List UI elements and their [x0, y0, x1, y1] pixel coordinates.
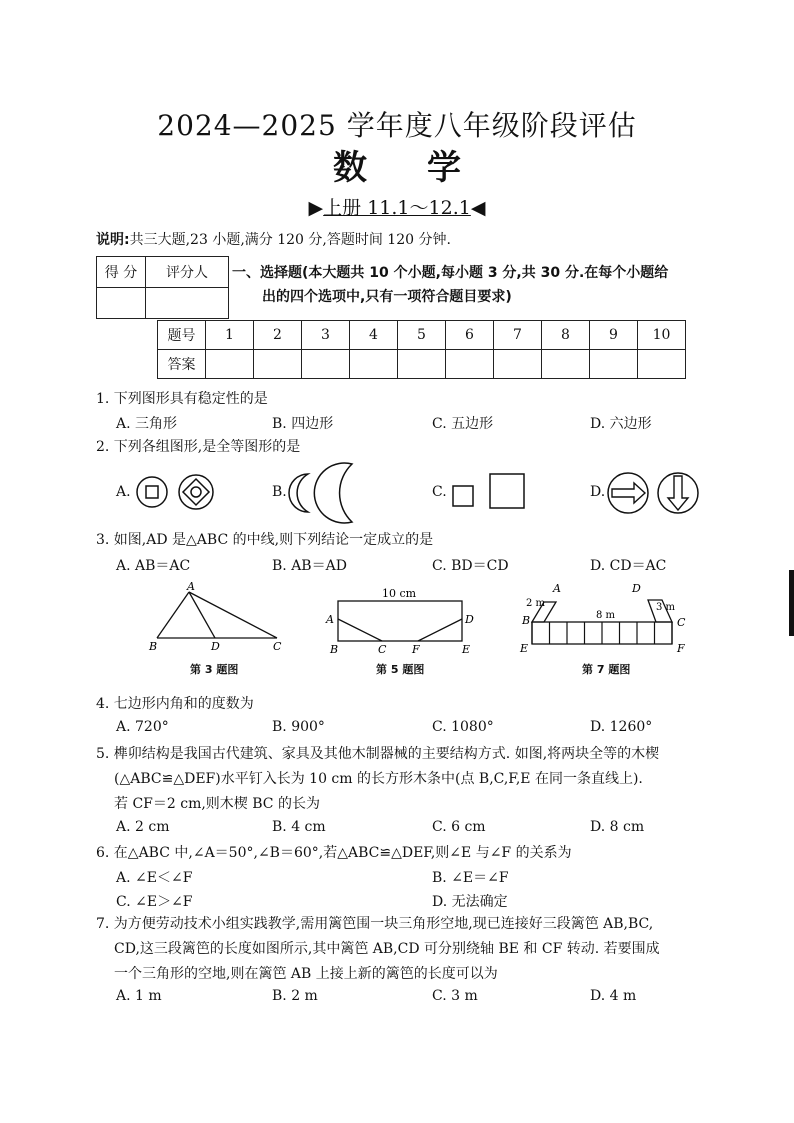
fig7-label-d: D — [632, 582, 641, 595]
square-large — [490, 474, 524, 508]
arrow-left-icon: ◀ — [470, 197, 486, 219]
answer-cell[interactable] — [302, 350, 350, 379]
q3-stem: 3. 如图,AD 是△ABC 的中线,则下列结论一定成立的是 — [96, 532, 434, 548]
coin-shape-2 — [179, 475, 213, 509]
q7-option-d[interactable]: D. 4 m — [590, 988, 637, 1004]
q3-option-a[interactable]: A. AB＝AC — [116, 558, 191, 574]
q5-line2: (△ABC≌△DEF)水平钉入长为 10 cm 的长方形木条中(点 B,C,F,E 在同一条直线上). — [114, 771, 643, 787]
q6-option-b[interactable]: B. ∠E＝∠F — [432, 870, 509, 886]
q7-option-b[interactable]: B. 2 m — [272, 988, 318, 1004]
q6-option-a[interactable]: A. ∠E＜∠F — [116, 870, 193, 886]
exam-note — [96, 229, 451, 249]
question-number-cell: 7 — [494, 321, 542, 350]
q4-stem: 4. 七边形内角和的度数为 — [96, 696, 254, 712]
q3-option-b[interactable]: B. AB＝AD — [272, 558, 347, 574]
question-number-cell: 4 — [350, 321, 398, 350]
question-number-cell: 2 — [254, 321, 302, 350]
figure-3 — [145, 580, 295, 672]
answer-cell[interactable] — [206, 350, 254, 379]
q2-figure-a — [130, 470, 225, 514]
coin-shape-1 — [137, 477, 167, 507]
q1-option-c[interactable]: C. 五边形 — [432, 416, 494, 432]
fig5-length: 10 cm — [382, 587, 417, 600]
fig3-label-a: A — [187, 580, 195, 593]
fig5-label-e: E — [462, 643, 471, 656]
q2-figure-d — [604, 470, 704, 516]
q2-stem: 2. 下列各组图形,是全等图形的是 — [96, 439, 301, 455]
fig5-label-f: F — [412, 643, 420, 656]
q3-option-c[interactable]: C. BD＝CD — [432, 558, 509, 574]
binding-mark — [789, 570, 794, 636]
answer-cell[interactable] — [590, 350, 638, 379]
section-1-line2: 出的四个选项中,只有一项符合题目要求) — [262, 289, 512, 305]
question-number-cell: 9 — [590, 321, 638, 350]
grader-header: 评分人 — [146, 257, 229, 288]
note-text: 共三大题,23 小题,满分 120 分,答题时间 120 分钟. — [129, 232, 451, 248]
answer-cell[interactable] — [398, 350, 446, 379]
fig3-label-b: B — [149, 640, 158, 653]
square-small — [453, 486, 473, 506]
q2-figure-c — [448, 470, 534, 514]
answer-cell[interactable] — [542, 350, 590, 379]
q2-option-a[interactable]: A. — [116, 484, 131, 500]
q7-line1: 7. 为方便劳动技术小组实践教学,需用篱笆围一块三角形空地,现已连接好三段篱笆 AB,BC, — [96, 916, 654, 932]
score-header: 得 分 — [97, 257, 146, 288]
note-label: 说明: — [96, 232, 130, 248]
q1-option-b[interactable]: B. 四边形 — [272, 416, 334, 432]
score-cell[interactable] — [97, 288, 146, 319]
q1-stem: 1. 下列图形具有稳定性的是 — [96, 391, 268, 407]
question-number-cell: 5 — [398, 321, 446, 350]
q7-stem — [96, 912, 786, 987]
fig7-label-a: A — [553, 582, 561, 595]
q4-option-d[interactable]: D. 1260° — [590, 719, 653, 735]
section-1-line1: 一、选择题(本大题共 10 个小题,每小题 3 分,共 30 分.在每个小题给 — [232, 265, 669, 281]
q5-option-d[interactable]: D. 8 cm — [590, 819, 645, 835]
fig7-right-length: 3 m — [656, 602, 676, 613]
q5-option-c[interactable]: C. 6 cm — [432, 819, 486, 835]
grader-cell[interactable] — [146, 288, 229, 319]
q2-option-c[interactable]: C. — [432, 484, 447, 500]
fig3-label-c: C — [273, 640, 282, 653]
q7-line2: CD,这三段篱笆的长度如图所示,其中篱笆 AB,CD 可分别绕轴 BE 和 CF 转动. 若要围成 — [114, 941, 660, 957]
crescent-large — [314, 463, 352, 523]
q7-option-c[interactable]: C. 3 m — [432, 988, 478, 1004]
q2-option-d[interactable]: D. — [590, 484, 606, 500]
question-number-cell: 6 — [446, 321, 494, 350]
fig5-label-b: B — [330, 643, 339, 656]
arrow-circle-right — [608, 473, 648, 513]
q7-line3: 一个三角形的空地,则在篱笆 AB 上接上新的篱笆的长度可以为 — [114, 966, 498, 982]
question-number-cell: 8 — [542, 321, 590, 350]
figure-7-caption: 第 7 题图 — [582, 663, 631, 676]
score-table — [96, 256, 229, 319]
fig5-label-d: D — [465, 613, 474, 626]
fig7-label-c: C — [677, 616, 686, 629]
fence-posts — [550, 622, 655, 644]
figure-5 — [322, 583, 482, 663]
q5-line3: 若 CF＝2 cm,则木楔 BC 的长为 — [114, 796, 320, 812]
crescent-small — [289, 474, 308, 512]
fig7-label-f: F — [677, 642, 685, 655]
subject-title: 数学 — [333, 148, 521, 188]
q5-stem — [96, 742, 786, 817]
figure-3-caption: 第 3 题图 — [190, 663, 239, 676]
range-text: 上册 11.1～12.1 — [323, 197, 471, 219]
chapter-range — [0, 193, 794, 220]
question-number-cell: 1 — [206, 321, 254, 350]
q3-option-d[interactable]: D. CD＝AC — [590, 558, 667, 574]
arrow-circle-down — [658, 473, 698, 513]
answer-cell[interactable] — [254, 350, 302, 379]
q6-option-c[interactable]: C. ∠E＞∠F — [116, 894, 193, 910]
answer-table — [157, 320, 686, 379]
q4-option-a[interactable]: A. 720° — [116, 719, 169, 735]
q6-stem: 6. 在△ABC 中,∠A＝50°,∠B＝60°,若△ABC≌△DEF,则∠E 与∠F 的关系为 — [96, 845, 572, 861]
answer-cell[interactable] — [494, 350, 542, 379]
answer-cell[interactable] — [638, 350, 686, 379]
arrow-right-icon: ▶ — [308, 197, 324, 219]
fig7-label-e: E — [520, 642, 529, 655]
q7-option-a[interactable]: A. 1 m — [116, 988, 162, 1004]
fig7-label-b: B — [522, 614, 531, 627]
figure-5-caption: 第 5 题图 — [376, 663, 425, 676]
fig3-label-d: D — [211, 640, 220, 653]
fig5-label-a: A — [326, 613, 334, 626]
fig7-mid-length: 8 m — [596, 610, 616, 621]
q5-line1: 5. 榫卯结构是我国古代建筑、家具及其他木制器械的主要结构方式. 如图,将两块全等的木楔 — [96, 746, 660, 762]
question-number-cell: 3 — [302, 321, 350, 350]
q2-option-b[interactable]: B. — [272, 484, 287, 500]
row-label-answer: 答案 — [158, 350, 206, 379]
q5-option-a[interactable]: A. 2 cm — [116, 819, 170, 835]
q4-option-b[interactable]: B. 900° — [272, 719, 325, 735]
fig5-label-c: C — [378, 643, 387, 656]
q1-option-a[interactable]: A. 三角形 — [116, 416, 178, 432]
q4-option-c[interactable]: C. 1080° — [432, 719, 494, 735]
fig7-left-length: 2 m — [526, 598, 546, 609]
row-label-number: 题号 — [158, 321, 206, 350]
q6-option-d[interactable]: D. 无法确定 — [432, 894, 508, 910]
exam-title: 2024—2025 学年度八年级阶段评估 — [157, 109, 637, 142]
answer-cell[interactable] — [350, 350, 398, 379]
figure-7 — [516, 580, 696, 662]
q1-option-d[interactable]: D. 六边形 — [590, 416, 652, 432]
section-1-heading — [232, 261, 668, 309]
q5-option-b[interactable]: B. 4 cm — [272, 819, 326, 835]
answer-cell[interactable] — [446, 350, 494, 379]
q2-figure-b — [286, 462, 366, 524]
question-number-cell: 10 — [638, 321, 686, 350]
